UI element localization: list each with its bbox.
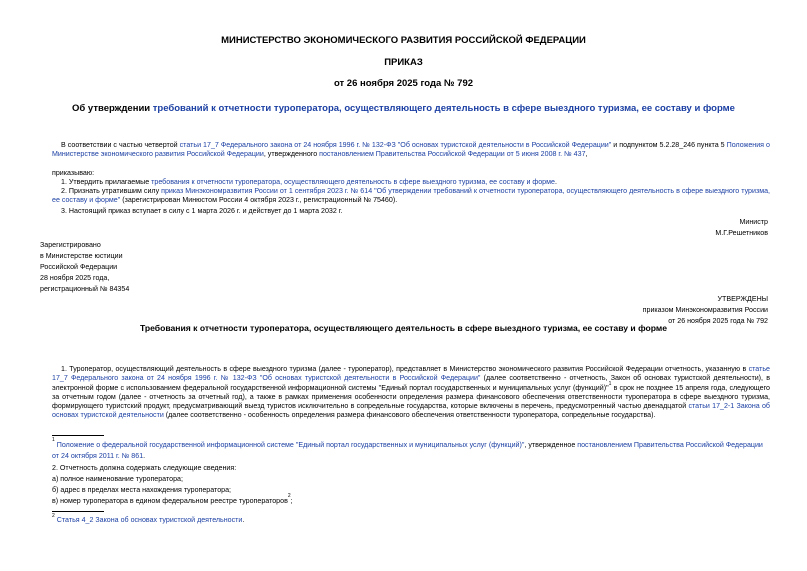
regulation-link[interactable]: Положения о Министерстве экономического развития Российской Федерации <box>52 141 770 159</box>
para-1-text-1: 1. Туроператор, осуществляющий деятельность в сфере выездного туризма (далее - туроператор), представляет в Министерство экономического развития Российской Федерации отчетность, указанную в <box>61 365 749 373</box>
approved-line-2: приказом Минэкономразвития России <box>642 306 768 314</box>
approved-line-1: УТВЕРЖДЕНЫ <box>717 295 768 303</box>
footnote-1-end: . <box>143 452 146 460</box>
para-1-text-3: в срок не позднее 15 апреля года, следующего за отчетным годом (далее - отчетность за отчетный год), а также в рамках применения особенности определения размера финансового обеспечения ответственности туроператора в сфере выездного туризма, формирующего туристский продукт, предусматривающий выезд туристов исключительно в сопредельные государства, которые включены в перечень, предусмотренный частью двенадцатой <box>52 383 771 411</box>
para-2-intro: 2. Отчетность должна содержать следующие сведения: <box>52 464 237 472</box>
item-1-end: . <box>554 178 557 186</box>
footnote-1-text: , утвержденное <box>524 441 578 449</box>
footnote-divider <box>52 435 104 436</box>
preamble-text-2: и подпунктом 5.2.28_246 пункта 5 <box>611 141 727 149</box>
approved-line-3: от 26 ноября 2025 года № 792 <box>668 317 768 325</box>
registration-line: 28 ноября 2025 года, <box>40 274 110 282</box>
requirements-title: Требования к отчетности туроператора, осуществляющего деятельность в сфере выездного туризма, ее составу и форме <box>139 323 668 333</box>
registration-line: регистрационный № 84354 <box>40 285 130 293</box>
footnote-2-end: . <box>242 516 245 524</box>
doc-type: ПРИКАЗ <box>384 57 423 68</box>
signature-position: Министр <box>739 218 768 226</box>
doc-title-text: Об утверждении <box>72 103 153 114</box>
resolution-437-link[interactable]: постановлением Правительства Российской Федерации от 5 июня 2008 г. № 437 <box>319 150 586 159</box>
para-2-item-a: а) полное наименование туроператора; <box>52 475 183 483</box>
footnote-divider-2 <box>52 511 104 512</box>
item-3: 3. Настоящий приказ вступает в силу с 1 марта 2026 г. и действует до 1 марта 2032 г. <box>61 207 343 215</box>
footnote-2 <box>52 513 245 525</box>
footnote-mark-2: 2 <box>52 513 55 519</box>
paragraph-2 <box>52 463 293 507</box>
registration-line: Российской Федерации <box>40 263 118 271</box>
item-2-text: 2. Признать утратившим силу <box>61 187 162 195</box>
order-word: приказываю: <box>52 169 95 177</box>
preamble-text-1: В соответствии с частью четвертой <box>61 141 180 149</box>
registration-block <box>40 240 129 295</box>
footnote-mark-1: 1 <box>52 437 55 443</box>
article-4-2-link[interactable]: Статья 4_2 Закона об основах туристской деятельности <box>54 516 243 524</box>
ministry-heading: МИНИСТЕРСТВО ЭКОНОМИЧЕСКОГО РАЗВИТИЯ РОССИЙСКОЙ ФЕДЕРАЦИИ <box>221 35 586 46</box>
law-17-7-link-2[interactable]: статье 17_7 Федерального закона от 24 ноября 1996 г. № 132-ФЗ "Об основах туристской деятельности в Российской Федерации" <box>52 365 770 383</box>
law-17-2-1-link[interactable]: статьи 17_2-1 Закона об основах туристской деятельности <box>52 402 770 420</box>
doc-title-link[interactable]: требований к отчетности туроператора, осуществляющего деятельность в сфере выездного туризма, ее составу и форме <box>152 103 735 114</box>
para-2-item-c-text: в) номер туроператора в едином федеральном реестре туроператоров <box>52 497 288 505</box>
signature-name: М.Г.Решетников <box>715 229 768 237</box>
para-1-text-2: (далее соответственно - отчетность, Закон об основах туристской деятельности), в электронной форме с использованием федеральной государственной информационной системы "Единый портал государственных и муниципальных услуг (функций)" <box>52 374 770 392</box>
doc-date: от 26 ноября 2025 года № 792 <box>333 78 474 89</box>
resolution-861-link[interactable]: постановлением Правительства Российской Федерации от 24 октября 2011 г. № 861 <box>52 441 763 460</box>
para-2-item-c-end: ; <box>290 497 293 505</box>
preamble <box>52 141 770 160</box>
epgu-regulation-link[interactable]: Положение о федеральной государственной информационной системе "Единый портал государственных и муниципальных услуг (функций)" <box>54 441 525 449</box>
para-2-item-b: б) адрес в пределах места нахождения туроператора; <box>52 486 232 494</box>
preamble-text-3: , утвержденного <box>263 150 320 159</box>
item-1-link[interactable]: требования к отчетности туроператора, осуществляющего деятельность в сфере выездного туризма, ее составу и форме <box>151 178 555 186</box>
item-2 <box>52 187 770 206</box>
doc-title <box>0 103 807 114</box>
order-614-link[interactable]: приказ Минэкономразвития России от 1 сентября 2023 г. № 614 "Об утверждении требований к отчетности туроператора, осуществляющего деятельность в сфере выездного туризма, ее составу и форме" <box>52 187 770 205</box>
footnote-ref-2[interactable]: 2 <box>287 493 291 499</box>
registration-line: Зарегистрировано <box>40 241 101 249</box>
paragraph-1 <box>52 365 770 421</box>
footnote-ref-1[interactable]: 1 <box>608 380 612 387</box>
registration-line: в Министерстве юстиции <box>40 252 123 260</box>
preamble-text-4: , <box>585 150 588 159</box>
law-17-7-link[interactable]: статьи 17_7 Федерального закона от 24 ноября 1996 г. № 132-ФЗ "Об основах туристской деятельности в Российской Федерации" <box>179 141 612 149</box>
item-1 <box>61 178 771 187</box>
item-1-text: 1. Утвердить прилагаемые <box>61 178 152 186</box>
item-2-end: (зарегистрирован Минюстом России 4 октября 2023 г., регистрационный № 75460). <box>120 196 398 205</box>
footnote-1 <box>52 437 770 462</box>
para-2-item-c <box>52 493 293 507</box>
para-1-text-4: (далее соответственно - особенность определения размера финансового обеспечения ответственности туроператора, сопредельные государства). <box>163 411 656 420</box>
